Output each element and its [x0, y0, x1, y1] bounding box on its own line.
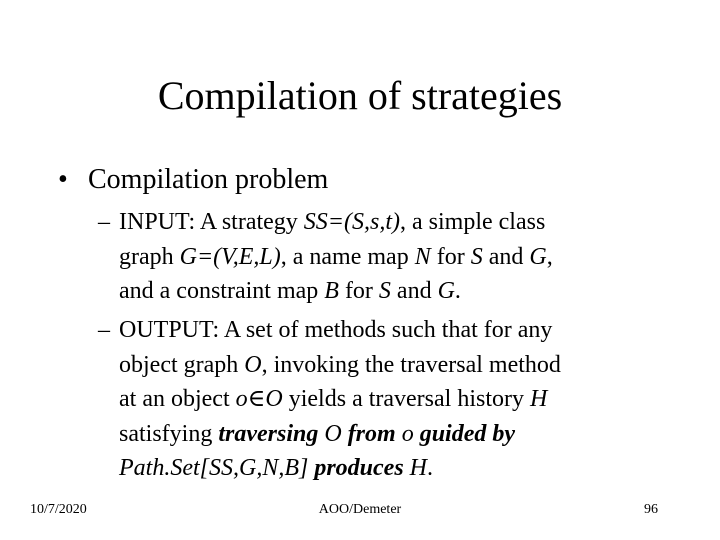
text-run: graph	[119, 243, 180, 270]
text-run: Path.Set[SS,G,N,B]	[119, 455, 309, 482]
text-run: SS=(S,s,t)	[303, 209, 400, 235]
text-run: O	[244, 351, 262, 378]
text-run: .	[454, 278, 461, 305]
output-text	[119, 313, 698, 486]
text-run: for	[430, 243, 471, 270]
text-line	[119, 313, 698, 348]
text-run: satisfying	[119, 420, 219, 447]
text-run: object graph	[119, 351, 245, 378]
text-run: B	[324, 278, 339, 305]
text-run: traversing	[218, 420, 319, 447]
text-line	[119, 417, 698, 452]
text-run: H	[530, 386, 548, 413]
text-line	[119, 274, 698, 309]
text-run: at an object	[119, 386, 236, 413]
text-run: OUTPUT: A set of methods such that for any	[119, 317, 553, 343]
sub-item-input	[98, 205, 698, 309]
text-line	[119, 451, 698, 486]
text-run: o	[401, 420, 414, 447]
bullet-text: Compilation problem	[88, 164, 329, 195]
text-run: yields a traversal history	[282, 386, 530, 413]
text-line	[119, 205, 698, 240]
text-line	[119, 382, 698, 417]
input-text	[119, 205, 698, 309]
dash-symbol: –	[98, 209, 110, 235]
slide-title: Compilation of strategies	[157, 73, 563, 118]
text-run: S	[378, 278, 391, 305]
text-run: S	[470, 243, 483, 270]
text-run: and a constraint map	[119, 278, 325, 305]
text-run: for	[338, 278, 379, 305]
text-run: , invoking the traversal method	[261, 351, 561, 378]
text-run: N	[414, 243, 431, 270]
bullet-symbol: •	[58, 164, 68, 195]
text-run: guided by	[419, 420, 516, 447]
text-run: o∈O	[235, 386, 283, 413]
dash-symbol: –	[98, 317, 110, 343]
text-run: , a simple class	[399, 209, 546, 235]
text-run: produces	[314, 455, 404, 482]
sub-item-output	[98, 313, 698, 486]
text-run: ,	[546, 243, 553, 270]
page-number: 96	[644, 502, 658, 517]
text-run: and	[390, 278, 438, 305]
text-run: INPUT: A strategy	[119, 209, 304, 235]
text-run: .	[427, 455, 434, 482]
text-run: and	[482, 243, 530, 270]
text-run: G	[529, 243, 547, 270]
text-run: G	[437, 278, 455, 305]
text-line	[119, 348, 698, 383]
text-run: G=(V,E,L)	[179, 243, 281, 270]
footer-date: 10/7/2020	[30, 502, 87, 517]
text-run: O	[324, 420, 342, 447]
text-line	[119, 240, 698, 275]
text-run: H	[409, 455, 428, 482]
text-run: from	[347, 420, 396, 447]
text-run: , a name map	[280, 243, 415, 270]
footer-title: AOO/Demeter	[318, 502, 402, 517]
